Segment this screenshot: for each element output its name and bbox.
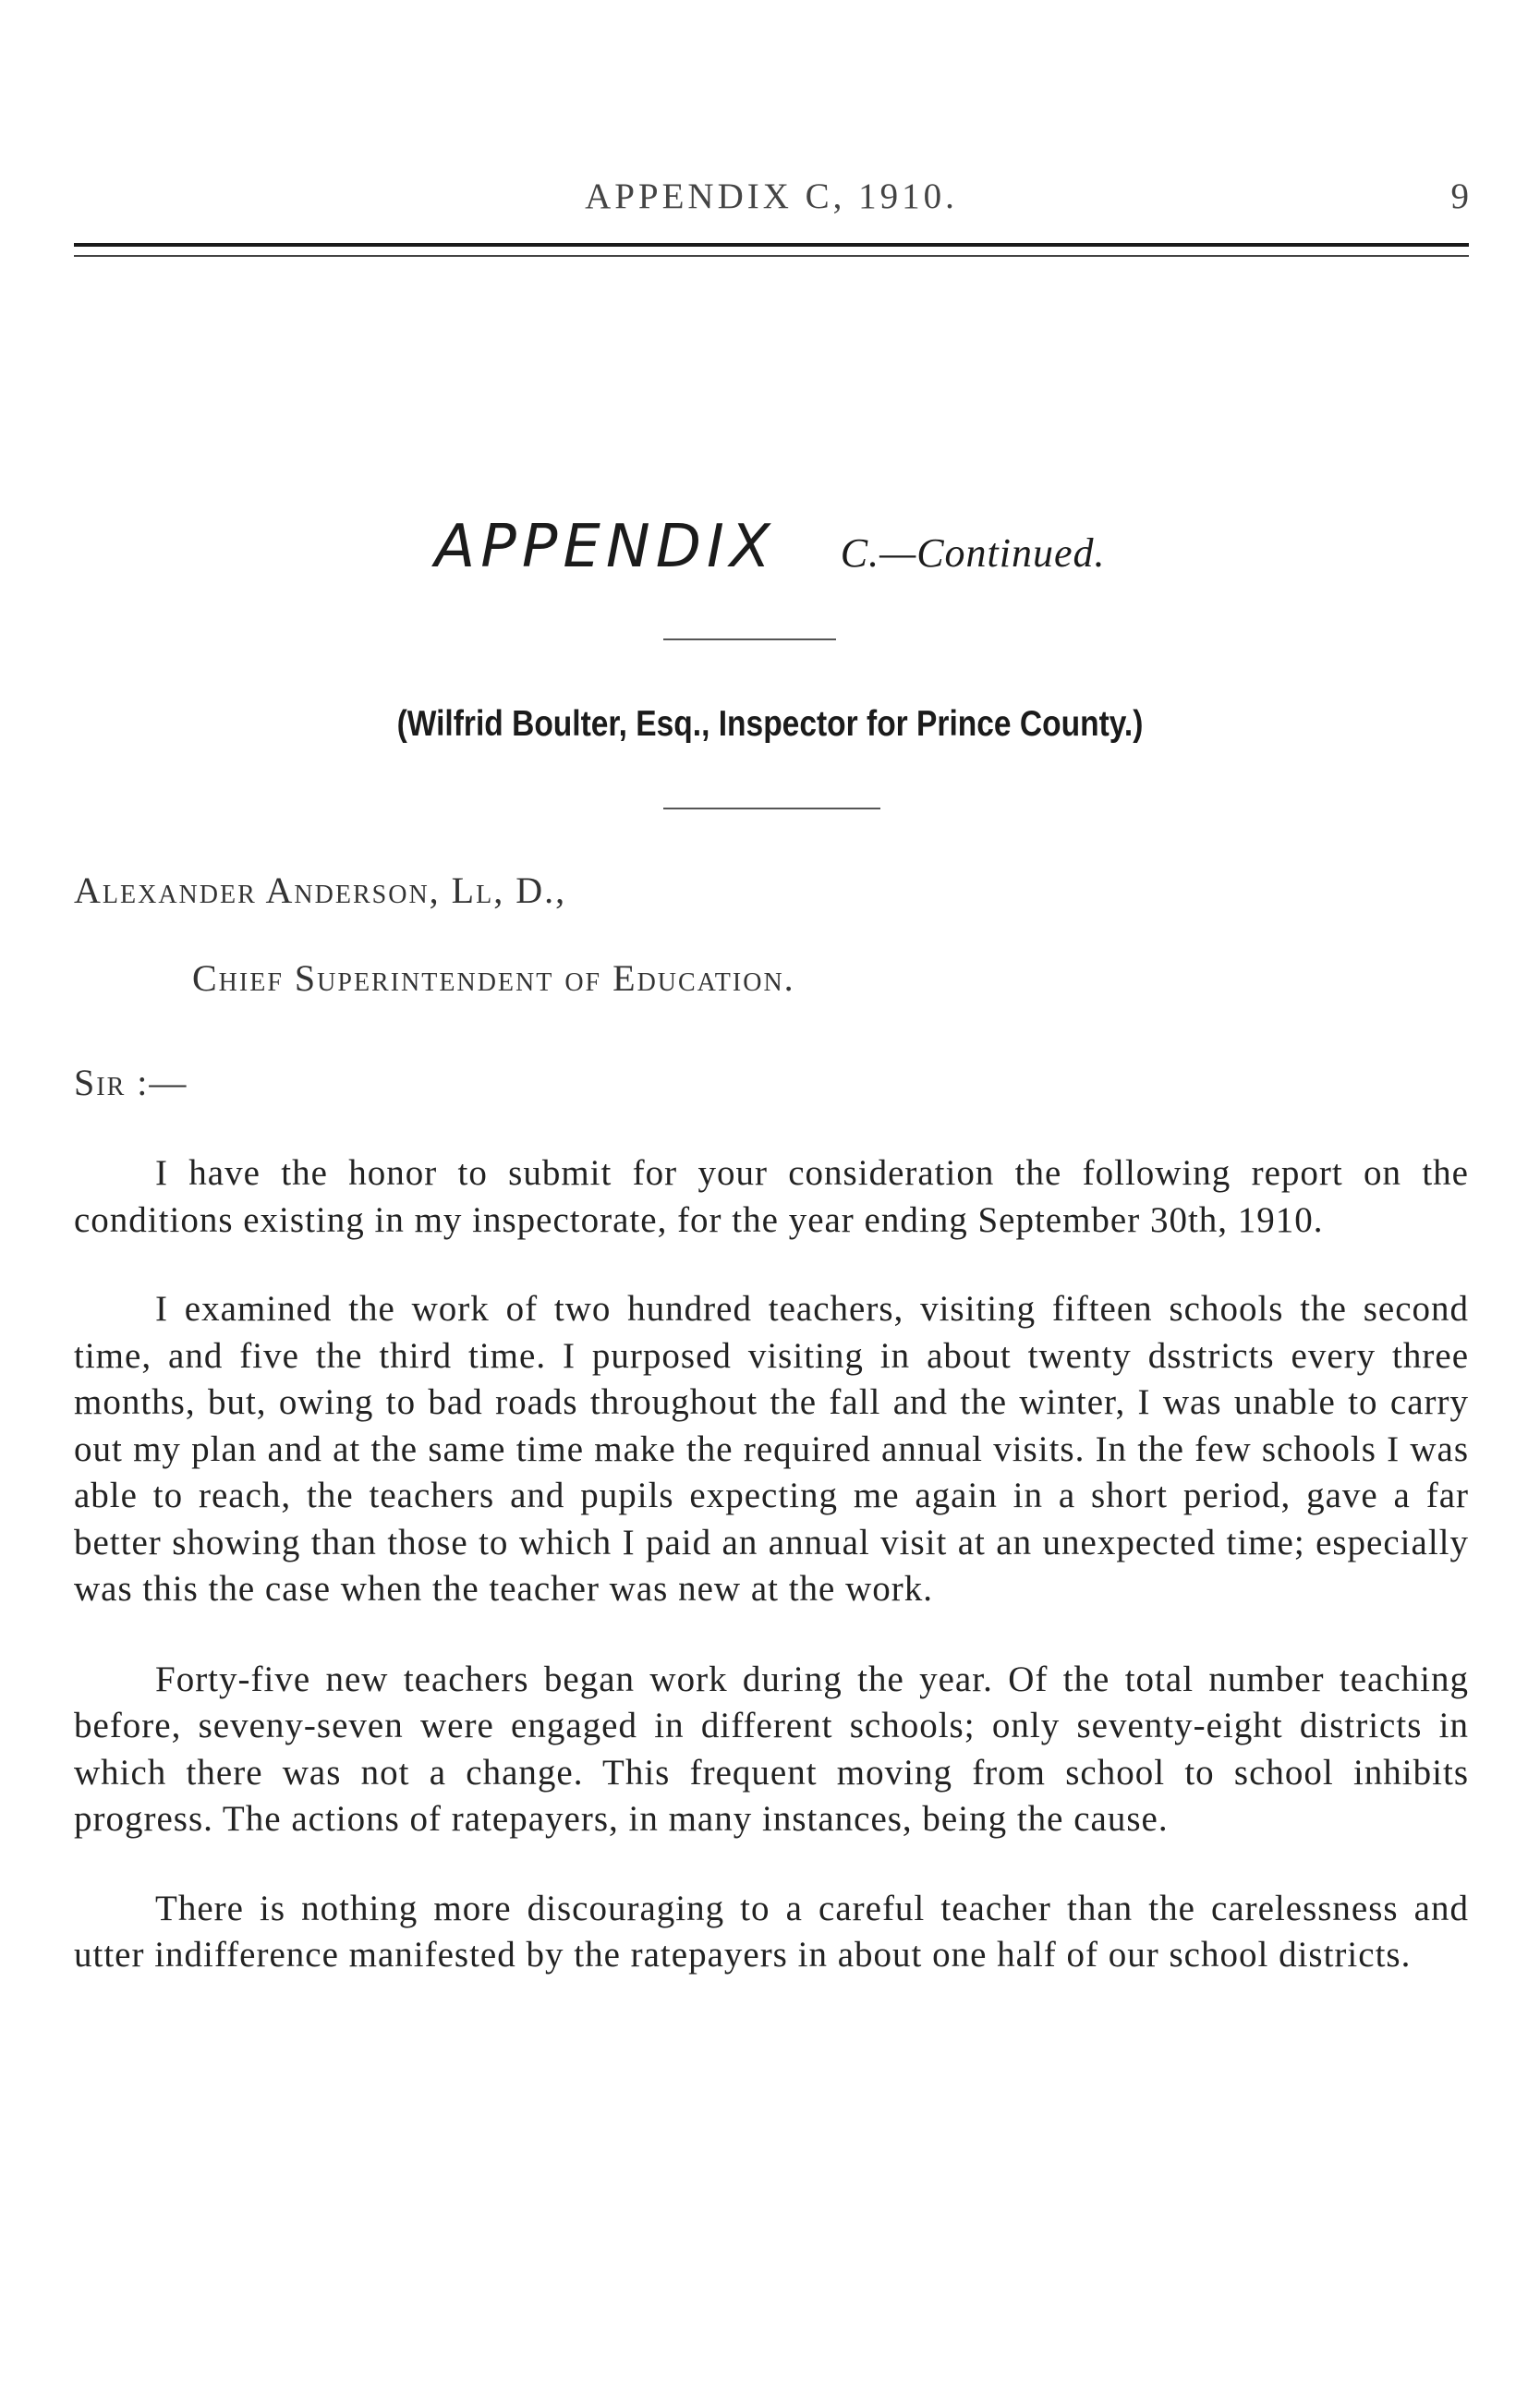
addressee-name: Alexander Anderson, Ll, D., — [74, 869, 567, 911]
appendix-heading — [0, 513, 1540, 581]
addressee-title: Chief Superintendent of Education. — [192, 957, 795, 999]
letter-body — [74, 1150, 1469, 2022]
body-paragraph: Forty-five new teachers began work during the year. Of the total number teaching before, seveny-seven were engaged in different schools; only seventy-eight districts in which there was not a change. This frequent moving from school to school inhibits progress. The actions of ratepayers, in many instances, being the cause. — [74, 1659, 1469, 1839]
body-paragraph: There is nothing more discouraging to a careful teacher than the carelessness and utter indifference manifested by the ratepayers in about one half of our school districts. — [74, 1888, 1469, 1975]
body-paragraph: I examined the work of two hundred teachers, visiting fifteen schools the second time, and five the third time. I purposed visiting in about twenty dsstricts every three months, but, owing to bad roads throughout the fall and the winter, I was unable to carry out my plan and at the same time make the required annual visits. In the few schools I was able to reach, the teachers and pupils expecting me again in a short period, gave a far better showing than those to which I paid an annual visit at an unexpected time; especially was this the case when the teacher was new at the work. — [74, 1289, 1469, 1609]
running-header — [74, 155, 1469, 238]
appendix-heading-main: APPENDIX — [434, 513, 776, 581]
body-paragraph: I have the honor to submit for your consideration the following report on the conditions existing in my inspectorate, for the year ending September 30th, 1910. — [74, 1153, 1469, 1240]
inspector-subtitle: (Wilfrid Boulter, Esq., Inspector for Prince County.) — [396, 704, 1144, 744]
header-rule-thick — [74, 243, 1469, 247]
page-number: 9 — [1450, 176, 1469, 216]
appendix-heading-continued: C.—Continued. — [840, 530, 1106, 576]
header-rule-thin — [74, 255, 1469, 257]
salutation: Sir :— — [74, 1062, 188, 1103]
running-header-title: APPENDIX C, 1910. — [585, 176, 958, 216]
subtitle-divider — [663, 808, 880, 809]
heading-divider — [663, 638, 836, 640]
